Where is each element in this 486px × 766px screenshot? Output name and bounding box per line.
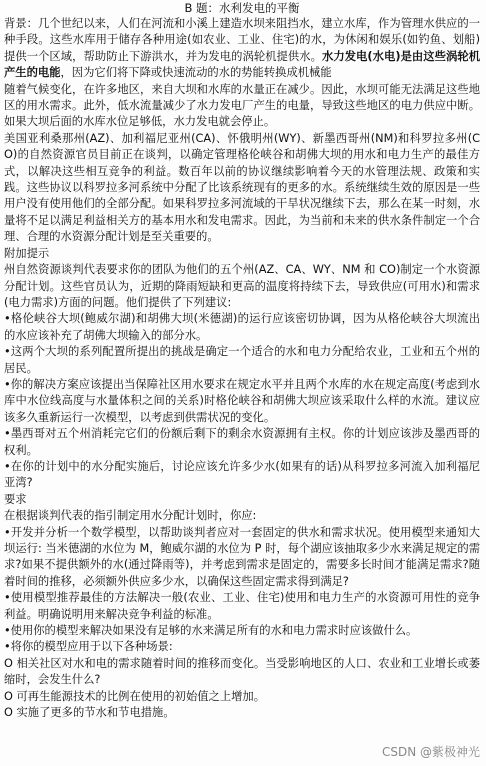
background-paragraph-1 xyxy=(4,16,480,82)
requirement-item: •将你的模型应用于以下各种场景: xyxy=(4,640,173,654)
csdn-watermark: CSDN @紫极神光 xyxy=(381,745,480,759)
hint-item: •格伦峡谷大坝(鲍威尔湖)和胡佛大坝(米德湖)的运行应该密切协调，因为从格伦峡谷大坝流出的水应该补充了胡佛大坝输入的部分水。 xyxy=(4,312,480,342)
background-p1-bold: 水力发电(水电)是由这些涡轮机产生的电能 xyxy=(4,49,480,80)
scenario-item: O 相关社区对水和电的需求随着时间的推移而变化。当受影响地区的人口、农业和工业增长或萎缩时，会发生什么? xyxy=(4,656,480,687)
requirements-intro: 在根据谈判代表的指引制定用水分配计划时，你应: xyxy=(4,509,257,523)
requirement-item: •开发并分析一个数学模型，以帮助谈判者应对一套固定的供水和需求状况。使用模型来通知大坝运行: 当米德湖的水位为 M，鲍威尔湖的水位为 P 时，每个湖应该抽取多少水来满足规定的需求?如果不提供额外的水(通过降雨等)，并考虑到需求是固定的，需要多长时间才能满足需求?随着时间的推移，必须额外供应多少水，以确保这些固定需求得到满足? xyxy=(4,525,480,588)
background-paragraph-2: 随着气候变化，在许多地区，来自大坝和水库的水量正在减少。因此，水坝可能无法满足这些地区的用水需求。此外，低水流量减少了水力发电厂产生的电量，导致这些地区的电力供应中断。如果大坝后面的水库水位足够低，水力发电就会停止。 xyxy=(4,82,480,129)
hint-item: •墨西哥对五个州消耗完它们的份额后剩下的剩余水资源拥有主权。你的计划应该涉及墨西哥的权利。 xyxy=(4,427,480,457)
hints-heading: 附加提示 xyxy=(4,246,50,260)
background-paragraph-3: 美国亚利桑那州(AZ)、加利福尼亚州(CA)、怀俄明州(WY)、新墨西哥州(NM)和科罗拉多州(CO)的自然资源官员目前正在谈判，以确定管理格伦峡谷和胡佛大坝的用水和电力生产的最佳方式，以解决这些相互竞争的利益。数百年以前的协议继续影响着今天的水管理法规、政策和实践。这些协议以科罗拉多河系统中分配了比该系统现有的更多的水。系统继续生效的原因是一些用户没有使用他们的全部分配。如果科罗拉多河流域的干旱状况继续下去，那么在某一时刻，水量将不足以满足利益相关方的基本用水和发电需求。因此，为当前和未来的供水条件制定一个合理、合理的水资源分配计划是至关重要的。 xyxy=(4,131,480,244)
background-p1-tail: ，因为它们将下降或快速流动的水的势能转换成机械能 xyxy=(60,66,332,80)
hint-item: •在你的计划中的水分配实施后，讨论应该允许多少水(如果有的话)从科罗拉多河流入加利福尼亚湾? xyxy=(4,459,480,490)
requirements-heading: 要求 xyxy=(4,492,27,506)
requirement-item: •使用你的模型来解决如果没有足够的水来满足所有的水和电力需求时应该做什么。 xyxy=(4,624,418,638)
document-title: B 题：水利发电的平衡 xyxy=(184,1,300,15)
scenario-item: O 可再生能源技术的比例在使用的初始值之上增加。 xyxy=(4,689,266,703)
background-p1-text: 背景：几个世纪以来，人们在河流和小溪上建造水坝来阻挡水，建立水库，作为管理水供应的一种手段。这些水库用于储存各种用途(如农业、工业、住宅)的水，为休闲和娱乐(如钓鱼、划船)提供一个区域，帮助防止下游洪水，并为发电的涡轮机提供水。 xyxy=(4,17,480,63)
hint-item: •你的解决方案应该提出当保障社区用水要求在规定水平并且两个水库的水在规定高度(考虑到水库中水位线高度与水量体积之间的关系)时格伦峡谷和胡佛大坝应该采取什么样的水流。建议应该多久重新运行一次模型，以考虑到供需状况的变化。 xyxy=(4,377,480,424)
hints-intro: 州自然资源谈判代表要求你的团队为他们的五个州(AZ、CA、WY、NM 和 CO)制定一个水资源分配计划。这些官员认为，近期的降雨短缺和更高的温度将持续下去，导致供应(可用水)和需求(电力需求)方面的问题。他们提供了下列建议: xyxy=(4,263,480,309)
scenario-item: O 实施了更多的节水和节电措施。 xyxy=(4,706,175,720)
requirement-item: •使用模型推荐最佳的方法解决一般(农业、工业、住宅)使用和电力生产的水资源可用性的竞争利益。明确说明用来解决竞争利益的标准。 xyxy=(4,591,480,621)
hint-item: •这两个大坝的系列配置所提出的挑战是确定一个适合的水和电力分配给农业，工业和五个州的居民。 xyxy=(4,345,480,375)
